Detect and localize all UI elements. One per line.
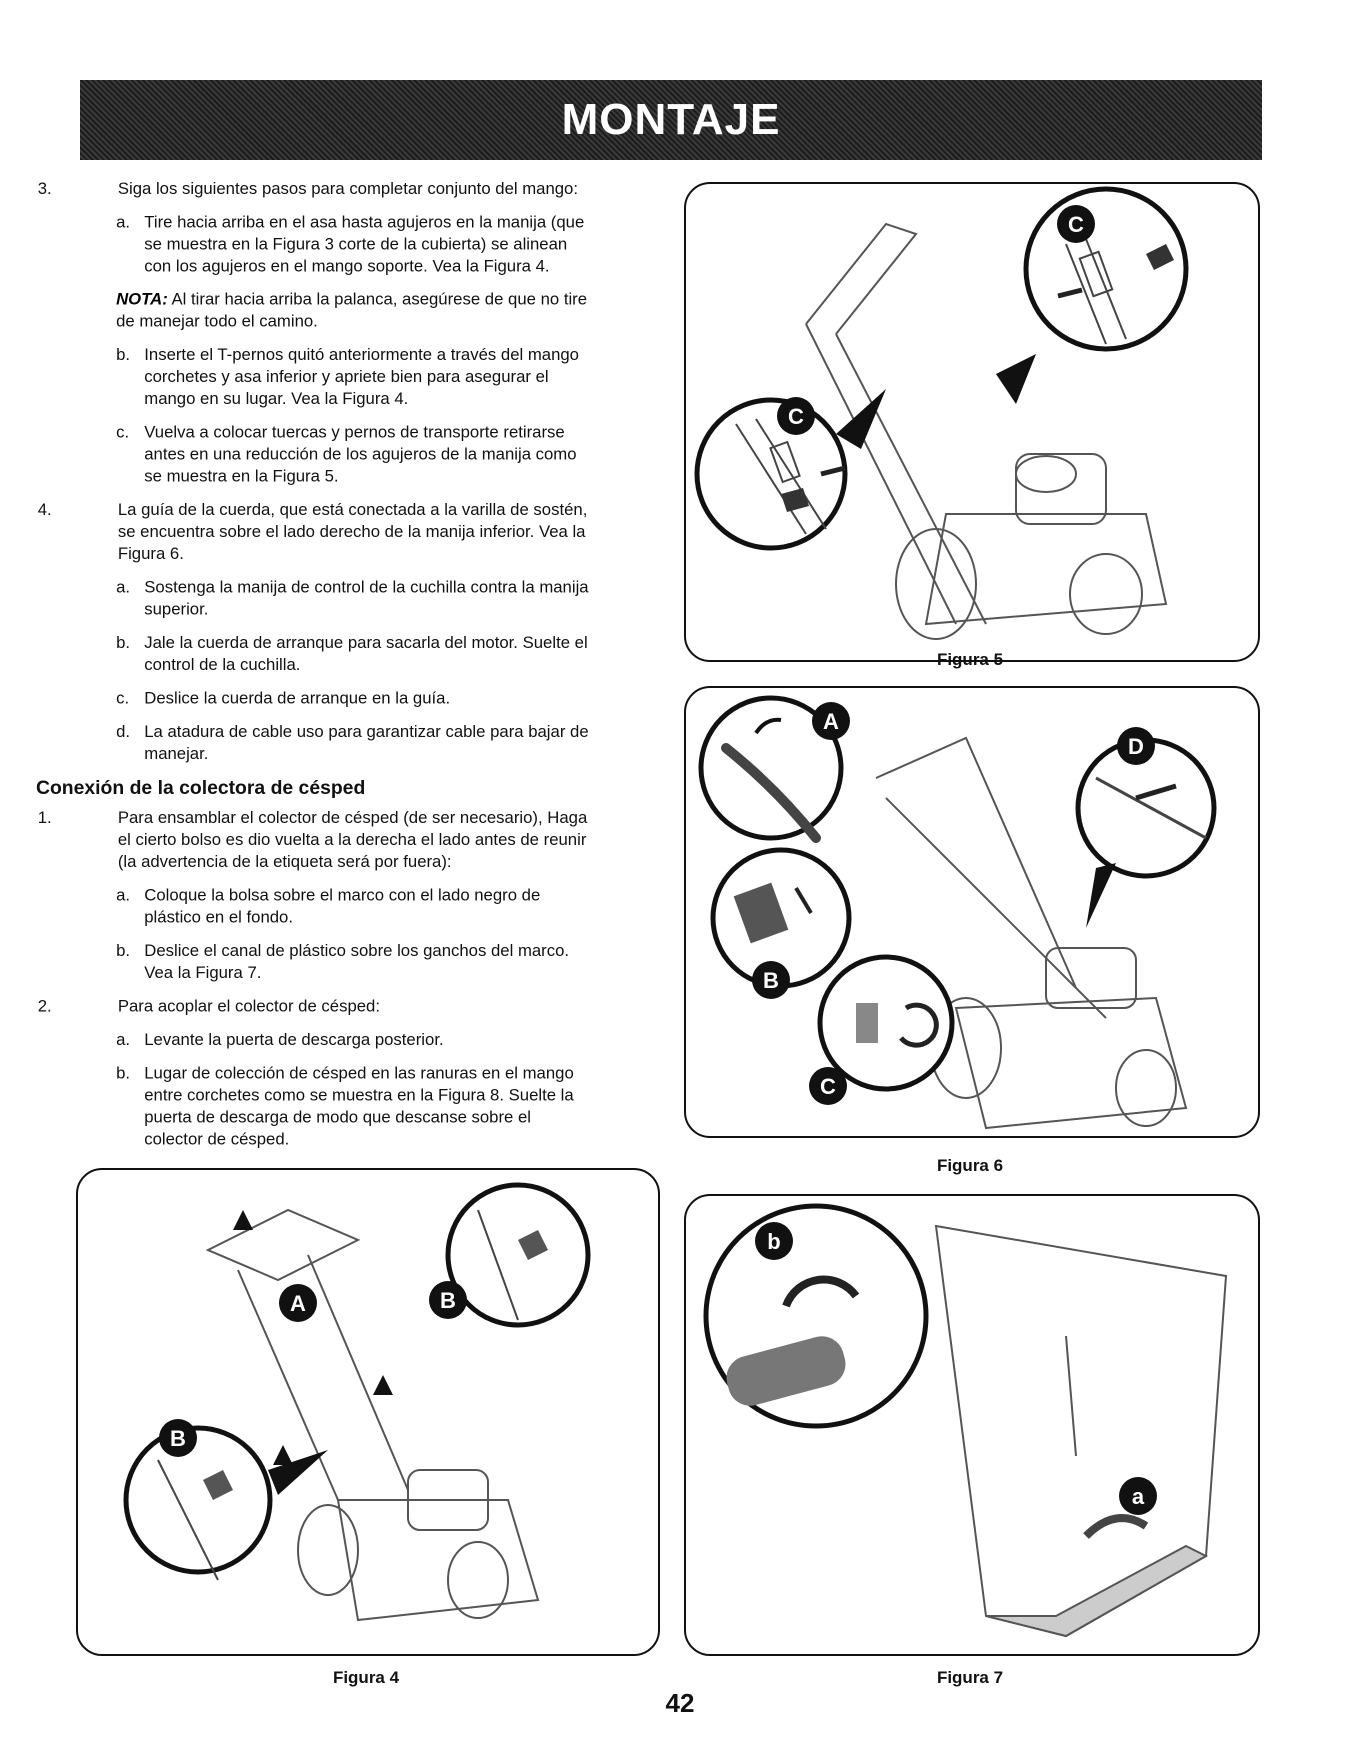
step-text: Para acoplar el colector de césped: xyxy=(117,997,380,1016)
page-number: 42 xyxy=(665,1688,695,1718)
substep-letter: b. xyxy=(116,1064,131,1083)
label-letter: b xyxy=(767,1229,781,1254)
label-letter: C xyxy=(1068,212,1084,237)
substep xyxy=(116,1029,592,1051)
substep-text: Deslice la cuerda de arranque en la guía. xyxy=(144,689,451,708)
step-text: Siga los siguientes pasos para completar conjunto del mango: xyxy=(117,179,579,199)
step-4 xyxy=(36,499,592,565)
substep xyxy=(116,211,592,277)
label-letter: a xyxy=(1131,1484,1145,1509)
label-letter: B xyxy=(763,968,779,993)
figure-5 xyxy=(684,182,1260,662)
arrow-icon xyxy=(1086,1518,1146,1536)
label-letter: D xyxy=(1128,734,1144,759)
substep-text: Inserte el T-pernos quitó anteriormente a través del mango corchetes y asa inferior y apriete bien para asegurar el mango en su lugar. Vea la Figura 4. xyxy=(144,346,579,409)
substep-text: Coloque la bolsa sobre el marco con el lado negro de plástico en el fondo. xyxy=(144,886,541,928)
label-letter: A xyxy=(823,709,839,734)
step-3 xyxy=(36,178,592,200)
step-number: 2. xyxy=(37,997,52,1016)
substep xyxy=(116,422,592,488)
substep-text: Jale la cuerda de arranque para sacarla del motor. Suelte el control de la cuchilla. xyxy=(144,633,588,675)
figure-4 xyxy=(76,1168,660,1656)
substep-text: Lugar de colección de césped en las ranuras en el mango entre corchetes como se muestra en la Figura 8. Suelte la puerta de descarga de modo que descanse sobre el colector de césped. xyxy=(144,1064,574,1149)
figure-6-illustration xyxy=(686,688,1258,1136)
substep-letter: a. xyxy=(116,886,131,905)
note xyxy=(116,289,592,333)
substep xyxy=(116,885,592,929)
detail-circle xyxy=(820,957,952,1089)
section-banner xyxy=(80,80,1262,160)
substep xyxy=(116,344,592,410)
substep-letter: a. xyxy=(116,578,131,597)
figure-5-caption: Figura 5 xyxy=(936,650,1004,669)
section-step-2 xyxy=(36,996,592,1018)
substep-text: Levante la puerta de descarga posterior. xyxy=(144,1030,444,1050)
instructions-column xyxy=(36,178,592,1162)
substep-letter: b. xyxy=(116,346,131,365)
substep-text: Vuelva a colocar tuercas y pernos de transporte retirarse antes en una reducción de los agujeros de la manija como se muestra en la Figura 5. xyxy=(144,423,577,487)
note-text: Al tirar hacia arriba la palanca, asegúrese de que no tire de manejar todo el camino. xyxy=(116,290,588,332)
page-title: MONTAJE xyxy=(561,95,781,144)
step-text: La guía de la cuerda, que está conectada a la varilla de sostén, se encuentra sobre el lado derecho de la manija inferior. Vea la Figura 6. xyxy=(117,501,588,564)
detail-circle xyxy=(1026,189,1186,349)
label-letter: A xyxy=(290,1291,306,1316)
substep-letter: a. xyxy=(116,213,131,232)
substep-text: Tire hacia arriba en el asa hasta agujeros en la manija (que se muestra en la Figura 3 corte de la cubierta) se alinean con los agujeros en el mango soporte. Vea la Figura 4. xyxy=(144,213,585,276)
figure-4-illustration xyxy=(78,1170,658,1654)
figure-6 xyxy=(684,686,1260,1138)
detail-circle xyxy=(448,1185,588,1325)
substep xyxy=(116,688,592,710)
figure-7-caption: Figura 7 xyxy=(936,1668,1004,1687)
figure-6-caption: Figura 6 xyxy=(936,1156,1004,1175)
substep xyxy=(116,940,592,984)
label-letter: B xyxy=(440,1288,456,1313)
note-label: NOTA: xyxy=(116,290,168,310)
substep xyxy=(116,632,592,676)
arrow-up-icon xyxy=(233,1210,253,1230)
substep xyxy=(116,577,592,621)
substep xyxy=(116,1063,592,1151)
handle-icon xyxy=(856,1003,878,1043)
figure-7 xyxy=(684,1194,1260,1656)
step-text: Para ensamblar el colector de césped (de ser necesario), Haga el cierto bolso es dio vuelta a la derecha el lado antes de reunir (la advertencia de la etiqueta será por fuera): xyxy=(117,809,588,872)
label-letter: C xyxy=(788,404,804,429)
substep-text: Sostenga la manija de control de la cuchilla contra la manija superior. xyxy=(144,578,589,619)
substep-letter: c. xyxy=(116,689,130,708)
step-number: 1. xyxy=(37,809,52,828)
substep-text: La atadura de cable uso para garantizar cable para bajar de manejar. xyxy=(144,722,589,764)
substep-text: Deslice el canal de plástico sobre los ganchos del marco. Vea la Figura 7. xyxy=(144,941,570,983)
label-letter: C xyxy=(820,1074,836,1099)
step-number: 3. xyxy=(37,179,52,199)
substep-letter: d. xyxy=(116,722,131,742)
label-letter: B xyxy=(170,1426,186,1451)
substep-letter: c. xyxy=(116,423,130,443)
substep xyxy=(116,721,592,765)
substep-letter: a. xyxy=(116,1030,131,1050)
arrow-up-icon xyxy=(273,1445,293,1465)
substep-letter: b. xyxy=(116,941,131,961)
figure-4-caption: Figura 4 xyxy=(332,1668,400,1687)
section-heading: Conexión de la colectora de césped xyxy=(36,776,366,799)
arrow-up-icon xyxy=(373,1375,393,1395)
substep-letter: b. xyxy=(116,633,131,653)
detail-circle xyxy=(126,1428,270,1572)
figure-5-illustration xyxy=(686,184,1258,660)
step-number: 4. xyxy=(37,501,52,520)
figure-7-illustration xyxy=(686,1196,1258,1654)
section-step-1 xyxy=(36,807,592,873)
